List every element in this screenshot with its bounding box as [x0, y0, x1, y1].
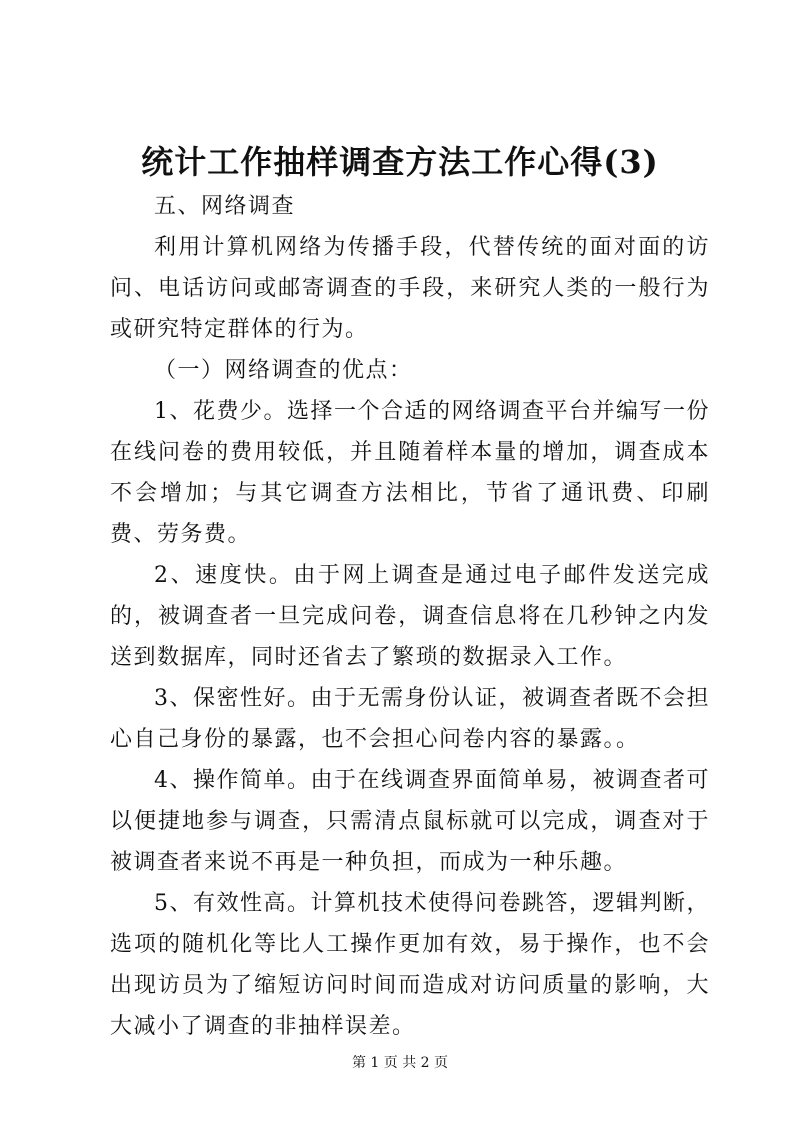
paragraph: 2、速度快。由于网上调查是通过电子邮件发送完成的，被调查者一旦完成问卷，调查信息将在几秒钟之内发送到数据库，同时还省去了繁琐的数据录入工作。 — [110, 563, 710, 670]
page-footer: 第 1 页 共 2 页 — [351, 1055, 449, 1071]
section-heading: 五、网络调查 — [154, 194, 296, 219]
paragraph: 1、花费少。选择一个合适的网络调查平台并编写一份在线问卷的费用较低，并且随着样本量的增加，调查成本不会增加；与其它调查方法相比，节省了通讯费、印刷费、劳务费。 — [110, 399, 710, 547]
paragraph: 3、保密性好。由于无需身份认证，被调查者既不会担心自己身份的暴露，也不会担心问卷内容的暴露。。 — [110, 686, 710, 752]
document-title: 统计工作抽样调查方法工作心得(3) — [141, 143, 659, 181]
document-body — [110, 186, 710, 1047]
paragraph: 4、操作简单。由于在线调查界面简单易，被调查者可以便捷地参与调查，只需清点鼠标就可以完成，调查对于被调查者来说不再是一种负担，而成为一种乐趣。 — [110, 768, 710, 875]
paragraph: 5、有效性高。计算机技术使得问卷跳答，逻辑判断，选项的随机化等比人工操作更加有效，易于操作，也不会出现访员为了缩短访问时间而造成对访问质量的影响，大大减小了调查的非抽样误差。 — [110, 891, 710, 1039]
subsection-heading: （一）网络调查的优点： — [154, 358, 413, 383]
paragraph: 利用计算机网络为传播手段，代替传统的面对面的访问、电话访问或邮寄调查的手段，来研究人类的一般行为或研究特定群体的行为。 — [110, 235, 710, 342]
